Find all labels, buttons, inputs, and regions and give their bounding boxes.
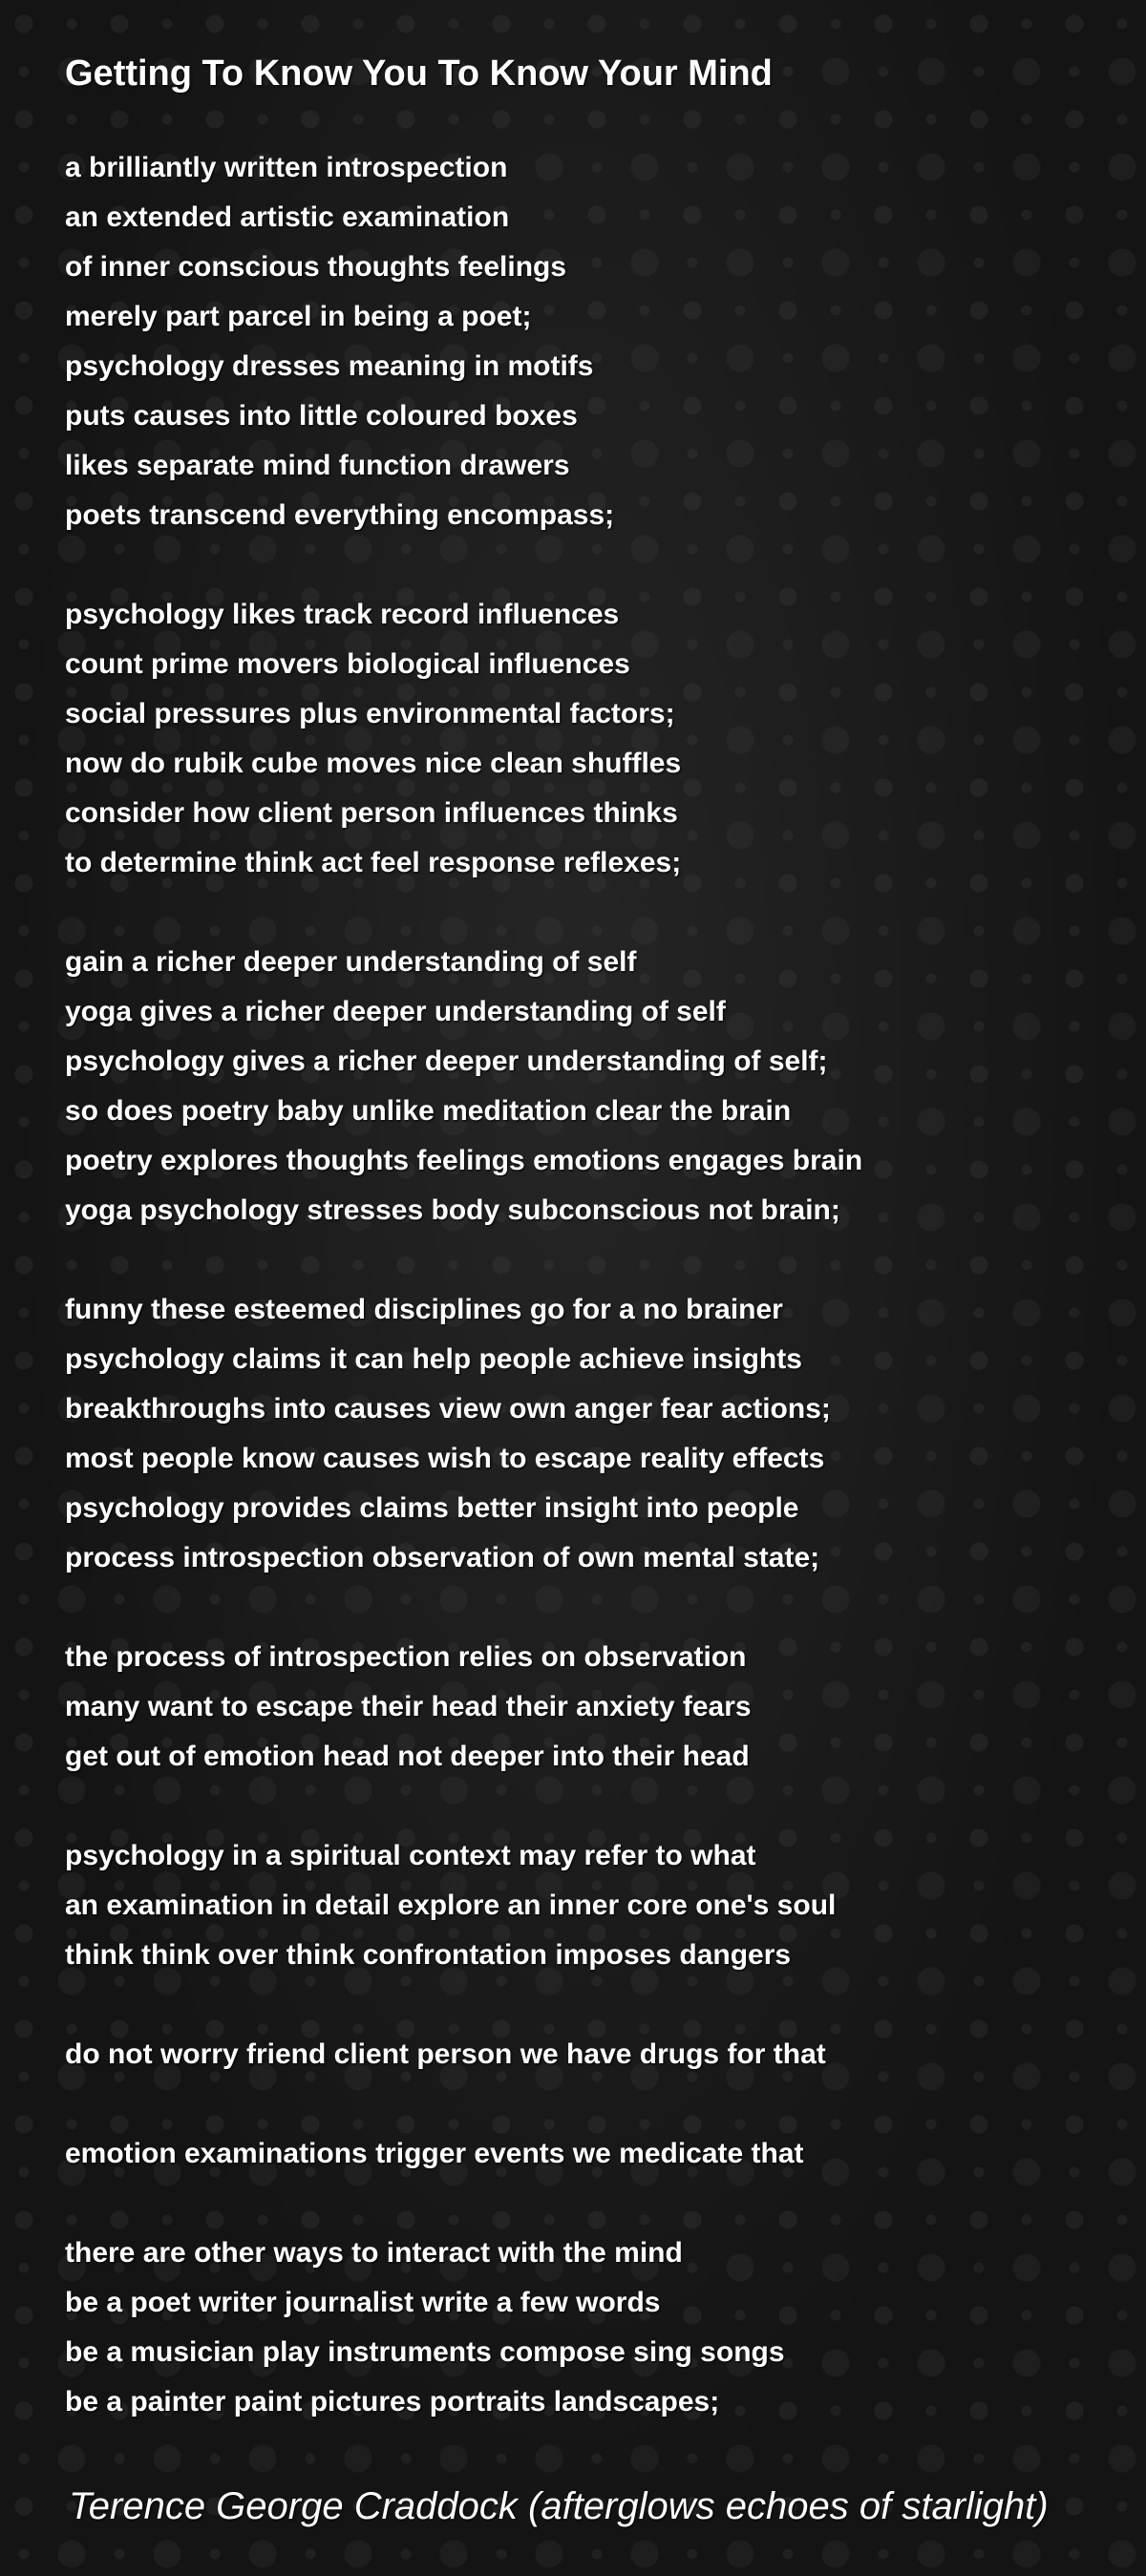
poem-body [65,143,1115,2477]
stanza-8 [65,2129,1115,2179]
poem-line: breakthroughs into causes view own anger fear actions; [65,1393,831,1425]
poem-line: be a painter paint pictures portraits landscapes; [65,2386,720,2418]
poem-line: consider how client person influences thinks [65,797,678,829]
poem-line: many want to escape their head their anxiety fears [65,1691,752,1722]
poem-line: an extended artistic examination [65,201,510,233]
stanza-1 [65,143,1115,540]
poem-line: be a musician play instruments compose sing songs [65,2336,785,2368]
poem-line: poets transcend everything encompass; [65,499,615,531]
poem-line: be a poet writer journalist write a few words [65,2287,661,2318]
stanza-3 [65,938,1115,1235]
poem-author: Terence George Craddock (afterglows echoes of starlight) [69,2485,1049,2527]
stanza-5 [65,1633,1115,1782]
poem-line: of inner conscious thoughts feelings [65,251,567,283]
stanza-4 [65,1285,1115,1583]
poem-line: to determine think act feel response reflexes; [65,847,682,878]
stanza-2 [65,590,1115,888]
poem-line: merely part parcel in being a poet; [65,301,532,332]
stanza-6 [65,1831,1115,1980]
poem-line: poetry explores thoughts feelings emotions engages brain [65,1145,863,1176]
poem-line: the process of introspection relies on observation [65,1641,747,1673]
poem-line: funny these esteemed disciplines go for a no brainer [65,1294,783,1325]
poem-line: psychology gives a richer deeper understanding of self; [65,1045,828,1077]
poem-line: psychology claims it can help people achieve insights [65,1343,802,1375]
poem-line: psychology in a spiritual context may refer to what [65,1840,756,1871]
poem-line: psychology likes track record influences [65,599,620,630]
poem-line: a brilliantly written introspection [65,152,508,183]
poem-line: get out of emotion head not deeper into their head [65,1741,750,1772]
poem-line: puts causes into little coloured boxes [65,400,578,432]
poem-line: social pressures plus environmental factors; [65,698,675,729]
poem-line: count prime movers biological influences [65,648,630,680]
stanza-9 [65,2228,1115,2427]
poem-line: most people know causes wish to escape reality effects [65,1443,825,1474]
poem-line: do not worry friend client person we have drugs for that [65,2038,826,2070]
poem-line: process introspection observation of own mental state; [65,1542,820,1573]
poem-line: think think over think confrontation imposes dangers [65,1939,792,1971]
poem-line: yoga gives a richer deeper understanding of self [65,996,726,1027]
poem-line: so does poetry baby unlike meditation clear the brain [65,1095,792,1127]
poem-line: emotion examinations trigger events we medicate that [65,2138,804,2169]
poem-line: gain a richer deeper understanding of self [65,946,637,978]
poem-line: now do rubik cube moves nice clean shuffles [65,748,682,779]
poem-line: likes separate mind function drawers [65,450,570,481]
poem-line: an examination in detail explore an inner core one's soul [65,1890,837,1921]
stanza-7 [65,2030,1115,2080]
poem-line: psychology provides claims better insight into people [65,1492,799,1524]
poem-line: there are other ways to interact with the mind [65,2237,683,2269]
poem-title: Getting To Know You To Know Your Mind [65,53,773,94]
poem-line: yoga psychology stresses body subconscious not brain; [65,1194,840,1226]
poem-line: psychology dresses meaning in motifs [65,350,594,382]
